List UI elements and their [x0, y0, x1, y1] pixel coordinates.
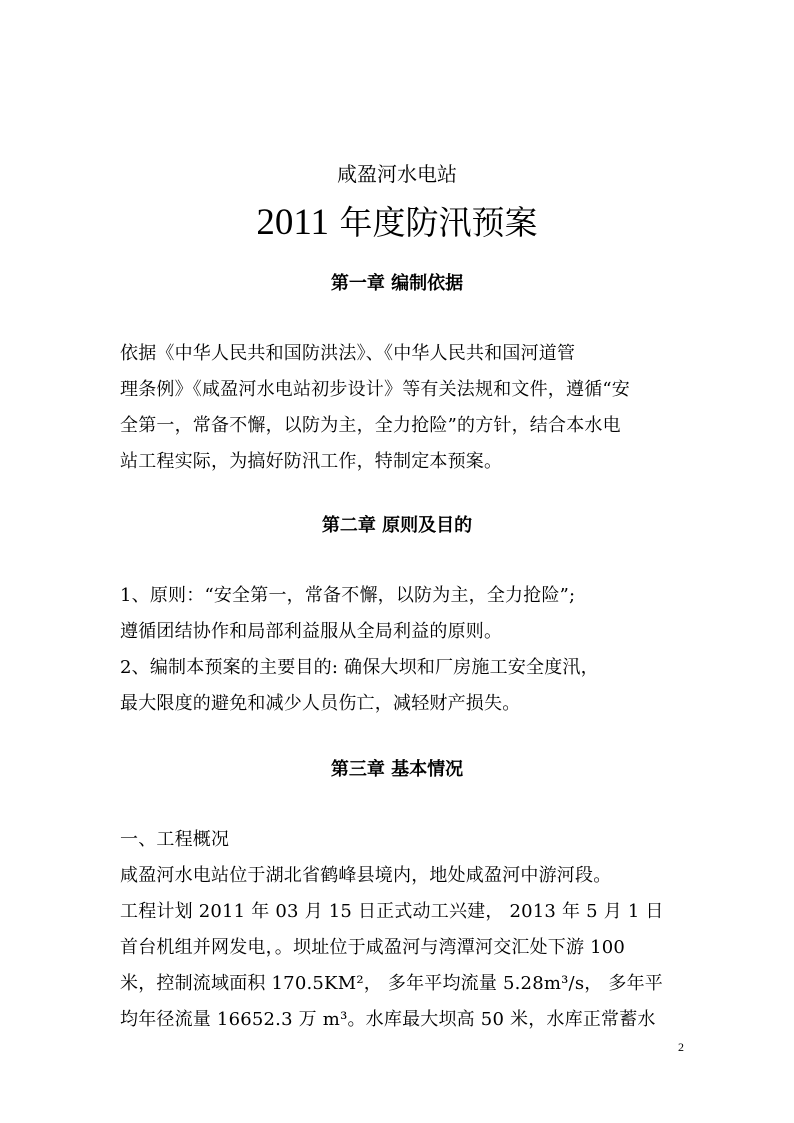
chapter-1-heading: 第一章 编制依据	[330, 273, 464, 294]
chapter-3-line: 工程计划 2011 年 03 月 15 日正式动工兴建， 2013 年 5 月 1 日	[120, 901, 664, 922]
chapter-1-line: 依据《中华人民共和国防洪法》、《中华人民共和国河道管	[120, 343, 576, 364]
chapter-3-line: 首台机组并网发电，。坝址位于咸盈河与湾潭河交汇处下游 100	[120, 937, 626, 958]
page-number: 2	[678, 1040, 684, 1054]
chapter-2-line: 1、原则：“安全第一，常备不懈，以防为主，全力抢险”;	[120, 585, 576, 606]
chapter-2-line: 2、编制本预案的主要目的: 确保大坝和厂房施工安全度汛，	[120, 657, 599, 678]
chapter-2-heading: 第二章 原则及目的	[321, 515, 473, 536]
document-subtitle: 咸盈河水电站	[337, 162, 457, 186]
document-title	[0, 200, 794, 246]
chapter-2-line: 最大限度的避免和减少人员伤亡，减轻财产损失。	[120, 693, 521, 714]
chapter-3-heading: 第三章 基本情况	[330, 759, 464, 780]
chapter-3-line: 均年径流量 16652.3 万 m³。水库最大坝高 50 米，水库正常蓄水	[120, 1009, 656, 1030]
chapter-1-line: 理条例》《咸盈河水电站初步设计》等有关法规和文件，遵循“安	[120, 379, 630, 400]
chapter-3-line: 咸盈河水电站位于湖北省鹤峰县境内，地处咸盈河中游河段。	[120, 865, 612, 886]
title-text: 年度防汛预案	[329, 203, 538, 242]
chapter-1-line: 站工程实际，为搞好防汛工作，特制定本预案。	[120, 451, 503, 472]
chapter-1-line: 全第一，常备不懈，以防为主，全力抢险”的方针，结合本水电	[120, 415, 621, 436]
chapter-2-line: 遵循团结协作和局部利益服从全局利益的原则。	[120, 621, 503, 642]
section-heading: 一、工程概况	[120, 829, 230, 850]
chapter-3-line: 米，控制流域面积 170.5KM²， 多年平均流量 5.28m³/s， 多年平	[120, 973, 663, 994]
title-year: 2011	[256, 202, 330, 243]
